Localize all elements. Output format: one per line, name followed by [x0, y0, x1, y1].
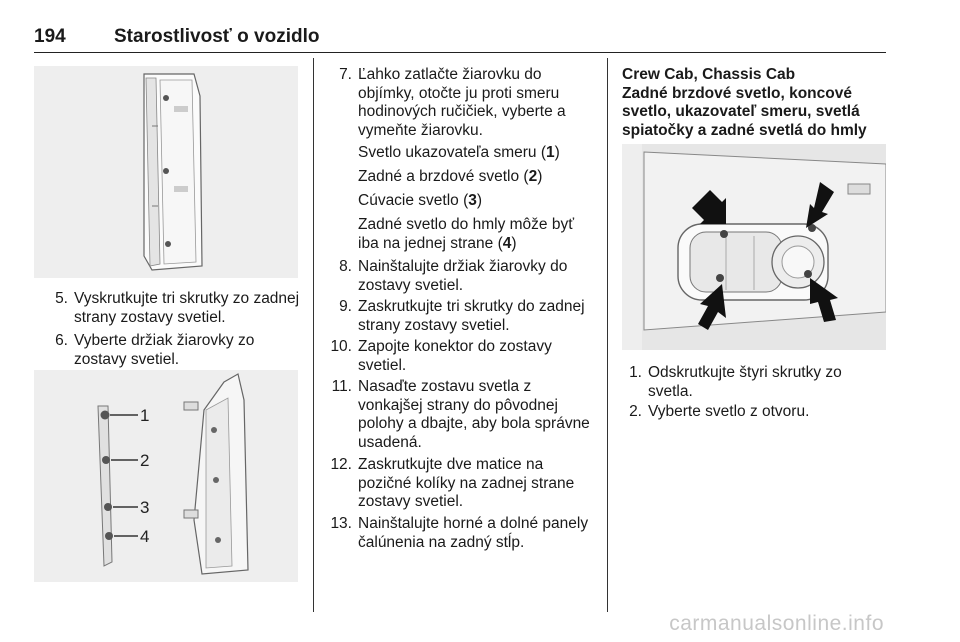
step-number: 10. [330, 338, 352, 355]
sub-item: Zadné svetlo do hmly môže byť iba na jednej strane (4) [358, 216, 575, 252]
sub-item: Cúvacie svetlo (3) [358, 192, 483, 209]
step-text: Odskrutkujte štyri skrutky zo [648, 364, 842, 381]
watermark: carmanualsonline.info [669, 612, 884, 635]
step-number: 6. [55, 332, 68, 349]
step-text: Vyberte svetlo z otvoru. [648, 403, 810, 420]
sub-item: Zadné a brzdové svetlo (2) [358, 168, 543, 185]
page-number: 194 [34, 26, 66, 47]
sub-item: Svetlo ukazovateľa smeru (1) [358, 144, 560, 161]
callout-label: 4 [140, 527, 150, 546]
step-text: Nainštalujte horné a dolné panely [358, 515, 589, 532]
step-text: Vyberte držiak žiarovky zo [74, 332, 255, 349]
step-text: Nainštalujte držiak žiarovky do [358, 258, 568, 275]
callout-label: 1 [140, 406, 150, 425]
step-number: 5. [55, 290, 68, 307]
callout-label: 2 [140, 451, 150, 470]
step-text: Zaskrutkujte dve matice na [358, 456, 544, 473]
step-text: vymeňte žiarovku. [358, 121, 483, 139]
step-text: Ľahko zatlačte žiarovku do [358, 66, 542, 83]
tail-lamp-housing-figure [34, 66, 298, 278]
step-text: usadená. [358, 433, 422, 451]
step-number: 13. [330, 515, 352, 532]
step-text: Nasaďte zostavu svetla z [358, 378, 532, 395]
bulb-holder-figure [34, 370, 298, 582]
step-text: zostavy svetiel. [358, 493, 464, 510]
column-divider [607, 58, 608, 612]
step-text: zostavy svetiel. [74, 350, 180, 368]
step-text: svetiel. [358, 356, 407, 374]
step-number: 7. [339, 66, 352, 83]
step-text: polohy a dbajte, aby bola správne [358, 415, 590, 432]
step-text: strany zostavy svetiel. [358, 316, 510, 334]
step-text: Vyskrutkujte tri skrutky zo zadnej [74, 290, 300, 307]
step-text: strany zostavy svetiel. [74, 308, 226, 326]
step-text: Zaskrutkujte tri skrutky do zadnej [358, 298, 585, 315]
step-number: 2. [629, 403, 642, 420]
column-divider [313, 58, 314, 612]
step-text: svetla. [648, 382, 693, 400]
step-number: 8. [339, 258, 352, 275]
step-text: čalúnenia na zadný stĺp. [358, 533, 525, 551]
callout-label: 3 [140, 498, 150, 517]
step-number: 12. [330, 456, 352, 473]
step-text: Zapojte konektor do zostavy [358, 338, 552, 355]
section-heading: Crew Cab, Chassis Cab Zadné brzdové svetlo, koncové svetlo, ukazovateľ smeru, svetlá spiatočky a zadné svetlá do hmly [622, 66, 867, 139]
step-number: 11. [331, 378, 352, 395]
page-header [34, 22, 886, 53]
step-text: hodinových ručičiek, vyberte a [358, 103, 566, 120]
step-text: pozičné kolíky na zadnej strane [358, 474, 575, 492]
step-text: vonkajšej strany do pôvodnej [358, 396, 558, 414]
rear-lamp-arrows-figure [622, 144, 886, 350]
step-number: 1. [629, 364, 642, 381]
page-title: Starostlivosť o vozidlo [114, 26, 320, 47]
step-number: 9. [339, 298, 352, 315]
step-text: zostavy svetiel. [358, 276, 464, 294]
step-text: objímky, otočte ju proti smeru [358, 84, 560, 102]
